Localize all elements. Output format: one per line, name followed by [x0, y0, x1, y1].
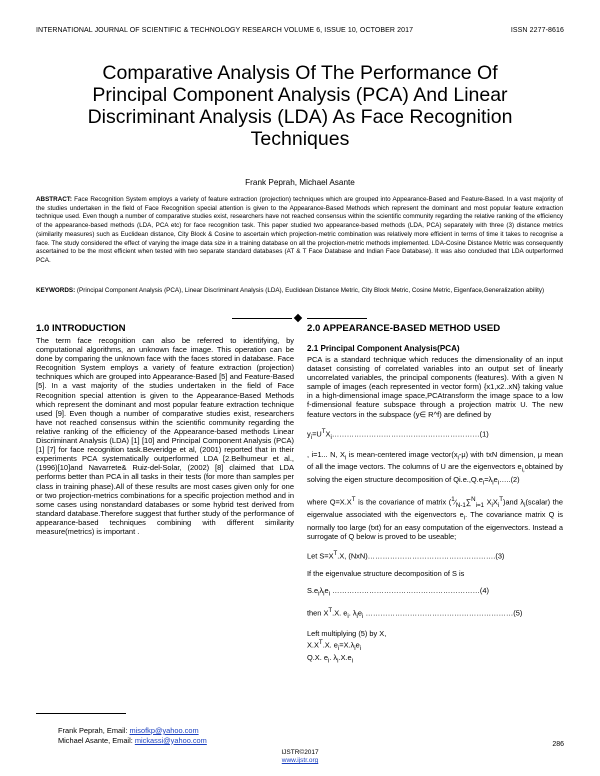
diamond-icon	[294, 314, 302, 322]
title-line: Techniques	[250, 128, 350, 150]
keywords	[36, 287, 563, 296]
section-heading-introduction: 1.0 INTRODUCTION	[36, 323, 126, 334]
section-heading-appearance-based: 2.0 APPEARANCE-BASED METHOD USED	[307, 323, 501, 334]
subsection-heading-pca: 2.1 Principal Component Analysis(PCA)	[307, 344, 460, 353]
title-line: Discriminant Analysis (LDA) As Face Recognition	[87, 106, 513, 128]
journal-name: INTERNATIONAL JOURNAL OF SCIENTIFIC & TECHNOLOGY RESEARCH VOLUME 6, ISSUE 10, OCTOBER 2017	[36, 27, 414, 34]
left-column	[36, 323, 294, 536]
email-link[interactable]: mickassi@yahoo.com	[134, 735, 207, 745]
keywords-text: (Principal Component Analysis (PCA), Linear Discriminant Analysis (LDA), Euclidean Distance Metric, City Block Metric, Cosine Metric, Eigenface,Generalization ability)	[75, 287, 545, 294]
copyright-footer: IJSTR©2017 www.ijstr.org	[0, 749, 600, 765]
email-link[interactable]: misofkp@yahoo.com	[129, 726, 199, 735]
equation-3: Let $S=X^T.X$, (NxN)…………………………………………….(3)	[307, 550, 505, 561]
divider-line	[232, 318, 292, 319]
authors: Frank Peprah, Michael Asante	[245, 178, 355, 187]
page-number: 286	[552, 741, 564, 748]
issn: ISSN 2277-8616	[510, 27, 564, 34]
section-divider	[232, 314, 367, 322]
paper-title	[36, 62, 564, 150]
keywords-label: KEYWORDS:	[36, 287, 76, 294]
author-footnote: Frank Peprah, Email: misofkp@yahoo.com Michael Asante, Email: mickassi@yahoo.com	[58, 726, 207, 745]
divider-line	[307, 318, 367, 319]
left-multiplying-text: Left multiplying (5) by X, $X.X^T.X$. $e_i=X.\lambda_ie_i$ Q.X. $e_i$. $\lambda_i.X.e_i$	[307, 628, 387, 665]
equation-1: $y_i=U^TX_i\dots\dots\dots\dots\dots\dots\dots\dots\dots\dots\dots\dots\dots\dots\dots\dots\dots\dots\dots\dots(1)$	[307, 427, 489, 441]
equation-1-explanation: , i=1... N, $X_i$ is mean-centered image $vector(x_i-\mu)$ with txN dimension, μ mean of all the image vectors. The columns of U are the eigenvectors $e_{i,}obtained$ by solving the eigen structure decomposition of $Qi.e.,Q.e_i=\lambda_ie_i\dots..(2)$	[307, 449, 563, 487]
abstract	[36, 196, 563, 266]
right-column	[307, 323, 563, 665]
footnote-rule	[36, 713, 126, 714]
pca-text: PCA is a standard technique which reduces the dimensionality of an input dataset consisting of correlated variables into an output set of linearly uncorrelated variables, the principal components (features). With a given N sample of images (each represented in vector form) {x1,x2..xN} taking value in a high-dimensional image space,PCAtransform the image space to a low f-dimensional feature subspace through a projection matrix U. The new feature vectors in the subspace (y∈ R^f) are defined by	[307, 355, 563, 419]
equation-4: $S.e_i\lambda_ie_i$ ……………………………………………………(4)	[307, 585, 489, 597]
title-line: Principal Component Analysis (PCA) And Linear	[92, 84, 508, 106]
website-link[interactable]: www.ijstr.org	[281, 757, 319, 764]
equation-5: then $X^T.X$. $e_i$. $\lambda_ie_i$ ……………………………………………………(5)	[307, 607, 523, 620]
abstract-label: ABSTRACT:	[36, 196, 73, 203]
eigen-decomposition-text: If the eigenvalue structure decomposition of S is	[307, 568, 465, 578]
covariance-text: where $Q=X.X^T$ is the covariance of matrix ($^1⁄_{N-1}\sum^N_{i=1}$ $X_iX_i^T)and$ $\lambda_i(scalar)$ the eigenvalue associated with the eigenvectors $e_i$. The covariance matrix Q is normally too large (txt) for an easy computation of the eigenvectors. Instead a surrogate of Q below is proved to be useable;	[307, 496, 563, 541]
journal-header	[36, 27, 564, 34]
title-line: Comparative Analysis Of The Performance Of	[102, 62, 498, 84]
introduction-text: The term face recognition can also be referred to identifying, by computational algorithms, an unknown face image. This operation can be done by comparing the unknown face with the faces stored in database. Face Recognition System employs a variety of feature extraction (projection) techniques which are grouped into Appearance-Based [5] and Feature-Based [5]. In a vast majority of the studies undertaken in the field of Face Recognition special attention is given to the Appearance-Based Methods which represent the dominant and most popular feature extraction technique used [9]. Even though a number of comparative studies exist, researchers have not reached consensus within the scientific community regarding the relative ranking of the efficiency of the Appearance-based methods Linear Discriminant Analysis (LDA) [1] [10] and Principal Component Analysis (PCA)[1] [7] for face recognition task.Beveridge et al, (2001) reported that in their experiments PCA systematically outperformed LDA [2.Belhumeur et al., (1996)[10]and Navarrete& Ruiz-del-Solar, (2002) [8] claimed that LDA performs better than PCA in all tasks in their tests (for more than samples per class in training phase).All of these results are most cases given only for one or two projection-metrics combinations for a specific projection method and in some cases using nonstandard databases or some hybrid test derived from standard database.Therefore suggest that further study of the performance of appearance-based techniques combining with different similarity measure(metrics) is important .	[36, 336, 294, 536]
abstract-text: Face Recognition System employs a variety of feature extraction (projection) techniques which are grouped into Appearance-Based and Feature-Based. In a vast majority of the studies undertaken in the field of Face Recognition special attention is given to the Appearance-Based Methods which represent the dominant and most popular feature extraction technique used. Even though a number of comparative studies exist, researchers have not reached consensus within the scientific community regarding the relative ranking of the efficiency of the appearance-based methods (LDA, PCA etc) for face recognition task. This paper studied two appearance-based methods (LDA, PCA) separately with three (3) distance metrics (similarity measures) such as Euclidean distance, City Block & Cosine to ascertain which projection-metric combination was relatively more efficient in terms of time it takes to recognise a face. The study considered the effect of varying the image data size in a training database on all the projection-metric methods implemented. LDA-Cosine Distance Metric was consequently ascertained to be the most efficient when tested with two separate standard databases (AT & T Face Database and Indian Face Database). It was also concluded that LDA outperformed PCA.	[36, 196, 563, 264]
